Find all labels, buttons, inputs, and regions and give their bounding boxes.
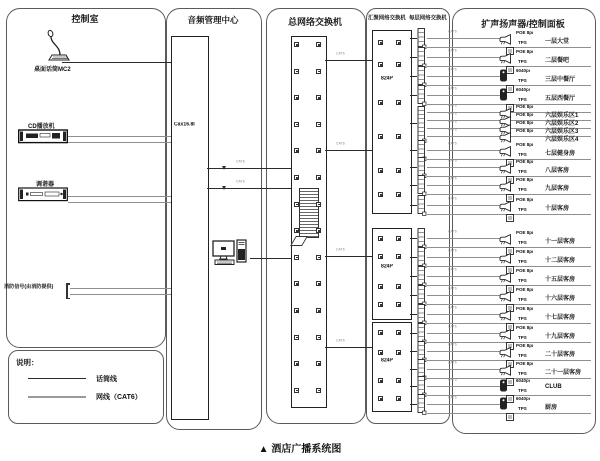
tps-panel-label: TPS — [518, 260, 527, 265]
speaker-model-label: POE 8pi — [516, 50, 534, 55]
speaker-model-label: POE 8pi — [516, 269, 534, 274]
tps-panel-icon — [506, 209, 514, 227]
speaker-cable — [427, 295, 501, 296]
tps-panel-label: TPS — [518, 79, 527, 84]
connector-icon — [222, 166, 226, 170]
floor-label: 十五层客房 — [545, 277, 576, 283]
speaker-model-label: 6040pi — [516, 379, 531, 384]
fire-cable-1 — [70, 294, 171, 295]
floor-label: 厨房 — [545, 405, 558, 411]
core-to-agg-cable-1 — [325, 150, 372, 151]
agg-to-floor-cable — [410, 185, 417, 186]
agg-switch-port — [396, 350, 401, 355]
switch-port — [316, 255, 321, 260]
switch-port — [316, 95, 321, 100]
tuner-label: 调谐器 — [36, 182, 55, 188]
speaker-model-label: POE 8pi — [516, 178, 534, 183]
agg-switch-model: 824P — [381, 358, 393, 364]
caption-marker-icon: ▲ — [258, 444, 269, 455]
legend-mic-line-label: 话筒线 — [96, 376, 117, 383]
speaker-panel-title: 扩声扬声器/控制面板 — [481, 19, 565, 29]
agg-to-floor-cable — [410, 386, 417, 387]
core-to-agg-cable-2 — [325, 256, 372, 257]
cable-tag: CAT6 — [448, 30, 457, 34]
speaker-model-label: POE 8pi — [516, 288, 534, 293]
switch-port — [294, 308, 299, 313]
agg-switch-port — [396, 378, 401, 383]
switch-port — [294, 388, 299, 393]
speaker-cable — [427, 276, 501, 277]
switch-port — [294, 148, 299, 153]
speaker-model-label: POE 8pi — [516, 362, 534, 367]
speaker-cable — [427, 404, 501, 405]
agg-switch-port — [378, 396, 383, 401]
cable-tag: CAT6 — [236, 160, 245, 164]
floor-switch-title: 每层网络交换机 — [409, 15, 447, 22]
agg-switch-port — [378, 284, 383, 289]
agg-switch-port — [396, 330, 401, 335]
cable-tag: CAT6 — [448, 325, 457, 329]
speaker-model-label: POE 8pi — [516, 250, 534, 255]
speaker-cable — [427, 333, 501, 334]
switch-port — [316, 388, 321, 393]
speaker-model-label: POE 8pi — [516, 31, 534, 36]
floor-label: 十二层客房 — [545, 258, 576, 264]
tps-panel-label: TPS — [518, 60, 527, 65]
switch-port — [316, 281, 321, 286]
switch-port — [294, 175, 299, 180]
speaker-cable — [427, 205, 501, 206]
floor-label: 二十层客房 — [545, 352, 576, 358]
tps-panel-icon — [506, 408, 514, 426]
fire-signal-label: 消防信号(由消防提供) — [4, 284, 54, 290]
speaker-cable — [427, 95, 501, 96]
agg-switch-port — [396, 40, 401, 45]
tps-panel-label: TPS — [518, 170, 527, 175]
speaker-cable — [427, 314, 501, 315]
floor-label: 五层西餐厅 — [545, 96, 576, 102]
agg-switch-port — [378, 134, 383, 139]
cable-tag: CAT6 — [448, 177, 457, 181]
floor-label: 六层娱乐区3 — [545, 129, 579, 135]
floor-switch-icon — [417, 195, 427, 222]
agg-to-floor-cable — [410, 123, 417, 124]
floor-label: 十层客房 — [545, 206, 570, 212]
floor-label: 三层中餐厅 — [545, 77, 576, 83]
tps-panel-label: TPS — [518, 354, 527, 359]
tps-panel-label: TPS — [518, 389, 527, 394]
agg-switch-port — [396, 396, 401, 401]
floor-label: 二十一层客房 — [545, 370, 582, 376]
mic-cable — [62, 62, 171, 63]
cable-tag: CAT6 — [448, 197, 457, 201]
agg-switch-port — [396, 192, 401, 197]
speaker-model-label: 6040pi — [516, 69, 531, 74]
cable-tag: CAT6 — [448, 87, 457, 91]
agg-switch-port — [378, 236, 383, 241]
core-to-agg-cable-3 — [325, 347, 372, 348]
agg-switch-port — [378, 192, 383, 197]
speaker-cable — [427, 386, 501, 387]
cable-tag: CAT6 — [448, 159, 457, 163]
agg-switch-port — [378, 378, 383, 383]
tps-panel-label: TPS — [518, 407, 527, 412]
audio-to-switch-cable-1 — [207, 188, 291, 189]
speaker-model-label: POE 8pi — [516, 307, 534, 312]
speaker-cable — [427, 369, 501, 370]
tps-panel-label: TPS — [518, 279, 527, 284]
cable-tag: CAT6 — [336, 52, 345, 56]
core-to-agg-cable-0 — [325, 60, 372, 61]
speaker-model-label: POE 8pi — [516, 326, 534, 331]
tps-panel-label: TPS — [518, 372, 527, 377]
floor-label: 十七层客房 — [545, 315, 576, 321]
agg-to-floor-cable — [410, 295, 417, 296]
agg-switch-port — [396, 100, 401, 105]
cable-tag: CAT6 — [448, 49, 457, 53]
agg-to-floor-cable — [410, 38, 417, 39]
cable-tag: CAT6 — [448, 120, 457, 124]
agg-switch-port — [378, 254, 383, 259]
floor-label: 六层娱乐区4 — [545, 137, 579, 143]
cable-tag: CAT6 — [336, 339, 345, 343]
switch-port — [316, 308, 321, 313]
agg-to-floor-cable — [410, 95, 417, 96]
switch-port — [316, 202, 321, 207]
cable-tag: CAT6 — [448, 343, 457, 347]
audio-to-switch-cable-0 — [207, 168, 291, 169]
cable-tag: CAT6 — [448, 268, 457, 272]
cable-tag: CAT6 — [448, 287, 457, 291]
tuner-cable-0 — [68, 196, 171, 197]
speaker-model-label: POE 8pi — [516, 344, 534, 349]
switch-port — [316, 361, 321, 366]
floor-label: 十一层客房 — [545, 239, 576, 245]
switch-port — [316, 122, 321, 127]
agg-switch-port — [378, 40, 383, 45]
floor-label: 八层客房 — [545, 168, 570, 174]
agg-switch-port — [396, 236, 401, 241]
speaker-model-label: POE 8pi — [516, 121, 534, 126]
agg-to-floor-cable — [410, 351, 417, 352]
agg-switch-port — [378, 330, 383, 335]
agg-to-floor-cable — [410, 257, 417, 258]
speaker-model-label: POE 8pi — [516, 198, 534, 203]
switch-port — [294, 122, 299, 127]
tps-panel-label: TPS — [518, 317, 527, 322]
cable-tag: CAT6 — [236, 180, 245, 184]
cable-tag: CAT6 — [448, 142, 457, 146]
main-switch-title: 总网络交换机 — [287, 17, 342, 27]
connector-icon — [222, 186, 226, 190]
caption-title: 酒店广播系统图 — [271, 444, 342, 455]
audio-center-title: 音频管理中心 — [187, 15, 239, 25]
tuner-cable-1 — [68, 202, 171, 203]
floor-label: 一层大堂 — [545, 39, 570, 45]
floor-label: 二层餐吧 — [545, 58, 570, 64]
agg-switch-port — [378, 302, 383, 307]
agg-to-floor-cable — [410, 76, 417, 77]
speaker-model-label: POE 8pi — [516, 160, 534, 165]
speaker-cable — [427, 351, 501, 352]
speaker-cable — [427, 257, 501, 258]
speaker-cable — [427, 76, 501, 77]
tps-panel-label: TPS — [518, 336, 527, 341]
floor-label: 六层娱乐区2 — [545, 121, 579, 127]
tps-panel-label: TPS — [518, 188, 527, 193]
cable-tag: CAT6 — [448, 128, 457, 132]
cable-tag: CAT6 — [448, 230, 457, 234]
switch-port — [294, 255, 299, 260]
floor-label: CLUB — [545, 384, 562, 390]
tps-panel-label: TPS — [518, 241, 527, 246]
agg-switch-port — [378, 62, 383, 67]
agg-switch-port — [378, 168, 383, 173]
cable-tag: CAT6 — [448, 306, 457, 310]
agg-switch-port — [378, 350, 383, 355]
agg-to-floor-cable — [410, 205, 417, 206]
speaker-model-label: POE 8pi — [516, 129, 534, 134]
agg-switch-model: 824P — [381, 76, 393, 82]
speaker-model-label: 6040pi — [516, 88, 531, 93]
floor-label: 十六层客房 — [545, 296, 576, 302]
agg-to-floor-cable — [410, 167, 417, 168]
agg-to-floor-cable — [410, 369, 417, 370]
switch-port — [294, 95, 299, 100]
agg-switch-port — [396, 254, 401, 259]
tps-panel-label: TPS — [518, 41, 527, 46]
speaker-cable — [427, 38, 501, 39]
speaker-cable — [427, 57, 501, 58]
legend-cat6-line-label: 网线（CAT6） — [96, 394, 142, 401]
speaker-cable — [427, 238, 501, 239]
cable-tag: CAT6 — [448, 112, 457, 116]
legend-title: 说明： — [16, 358, 39, 367]
speaker-model-label: 6040pi — [516, 397, 531, 402]
agg-to-floor-cable — [410, 238, 417, 239]
switch-port — [316, 175, 321, 180]
fire-cable-0 — [70, 288, 171, 289]
cd-cable-0 — [68, 136, 171, 137]
switch-port — [294, 281, 299, 286]
tps-panel-label: TPS — [518, 208, 527, 213]
switch-port — [294, 202, 299, 207]
cd-cable-1 — [68, 142, 171, 143]
cable-tag: CAT6 — [336, 142, 345, 146]
aggregation-switch-1 — [372, 30, 412, 214]
speaker-cable — [427, 167, 501, 168]
speaker-cable — [427, 185, 501, 186]
agg-switch-port — [378, 100, 383, 105]
floor-switch-icon — [417, 394, 427, 421]
floor-label: 六层娱乐区1 — [545, 113, 579, 119]
speaker-model-label: POE 8pi — [516, 143, 534, 148]
agg-switch-port — [396, 168, 401, 173]
cable-tag: CAT6 — [448, 361, 457, 365]
switch-port — [294, 361, 299, 366]
switch-port — [294, 335, 299, 340]
agg-switch-port — [396, 284, 401, 289]
switch-port — [294, 69, 299, 74]
cable-tag: CAT6 — [336, 248, 345, 252]
switch-port — [294, 228, 299, 233]
tps-panel-label: TPS — [518, 153, 527, 158]
agg-to-floor-cable — [410, 314, 417, 315]
agg-switch-port — [396, 134, 401, 139]
speaker-model-label: POE 8pi — [516, 105, 534, 110]
switch-port — [294, 42, 299, 47]
cable-tag: CAT6 — [448, 378, 457, 382]
control-room-title: 控制室 — [71, 14, 99, 24]
floor-label: 七层健身房 — [545, 151, 576, 157]
switch-port — [316, 148, 321, 153]
switch-port — [316, 42, 321, 47]
agg-to-floor-cable — [410, 276, 417, 277]
tps-panel-label: TPS — [518, 98, 527, 103]
agg-switch-model: 824P — [381, 264, 393, 270]
switch-port — [316, 335, 321, 340]
speaker-model-label: POE 8pi — [516, 113, 534, 118]
floor-label: 十九层客房 — [545, 334, 576, 340]
cable-tag: CAT6 — [448, 249, 457, 253]
agg-to-floor-cable — [410, 404, 417, 405]
agg-to-floor-cable — [410, 333, 417, 334]
agg-to-floor-cable — [410, 150, 417, 151]
aggregation-switch-title: 汇聚网络交换机 — [368, 15, 406, 22]
agg-switch-port — [396, 302, 401, 307]
agg-switch-port — [396, 62, 401, 67]
desktop-mic-label: 桌面话筒MC2 — [34, 67, 71, 73]
cable-tag: CAT6 — [448, 68, 457, 72]
speaker-cable — [427, 150, 501, 151]
switch-port — [316, 228, 321, 233]
cd-player-label: CD播放机 — [28, 124, 55, 130]
speaker-model-label: POE 8pi — [516, 231, 534, 236]
switch-port — [316, 69, 321, 74]
cable-tag: CAT6 — [448, 104, 457, 108]
floor-label: 九层客房 — [545, 186, 570, 192]
audio-matrix-model: Cax16.8I — [174, 122, 195, 128]
computer-to-switch-cable — [250, 258, 291, 259]
cable-tag: CAT6 — [448, 396, 457, 400]
tps-panel-label: TPS — [518, 298, 527, 303]
agg-to-floor-cable — [410, 57, 417, 58]
